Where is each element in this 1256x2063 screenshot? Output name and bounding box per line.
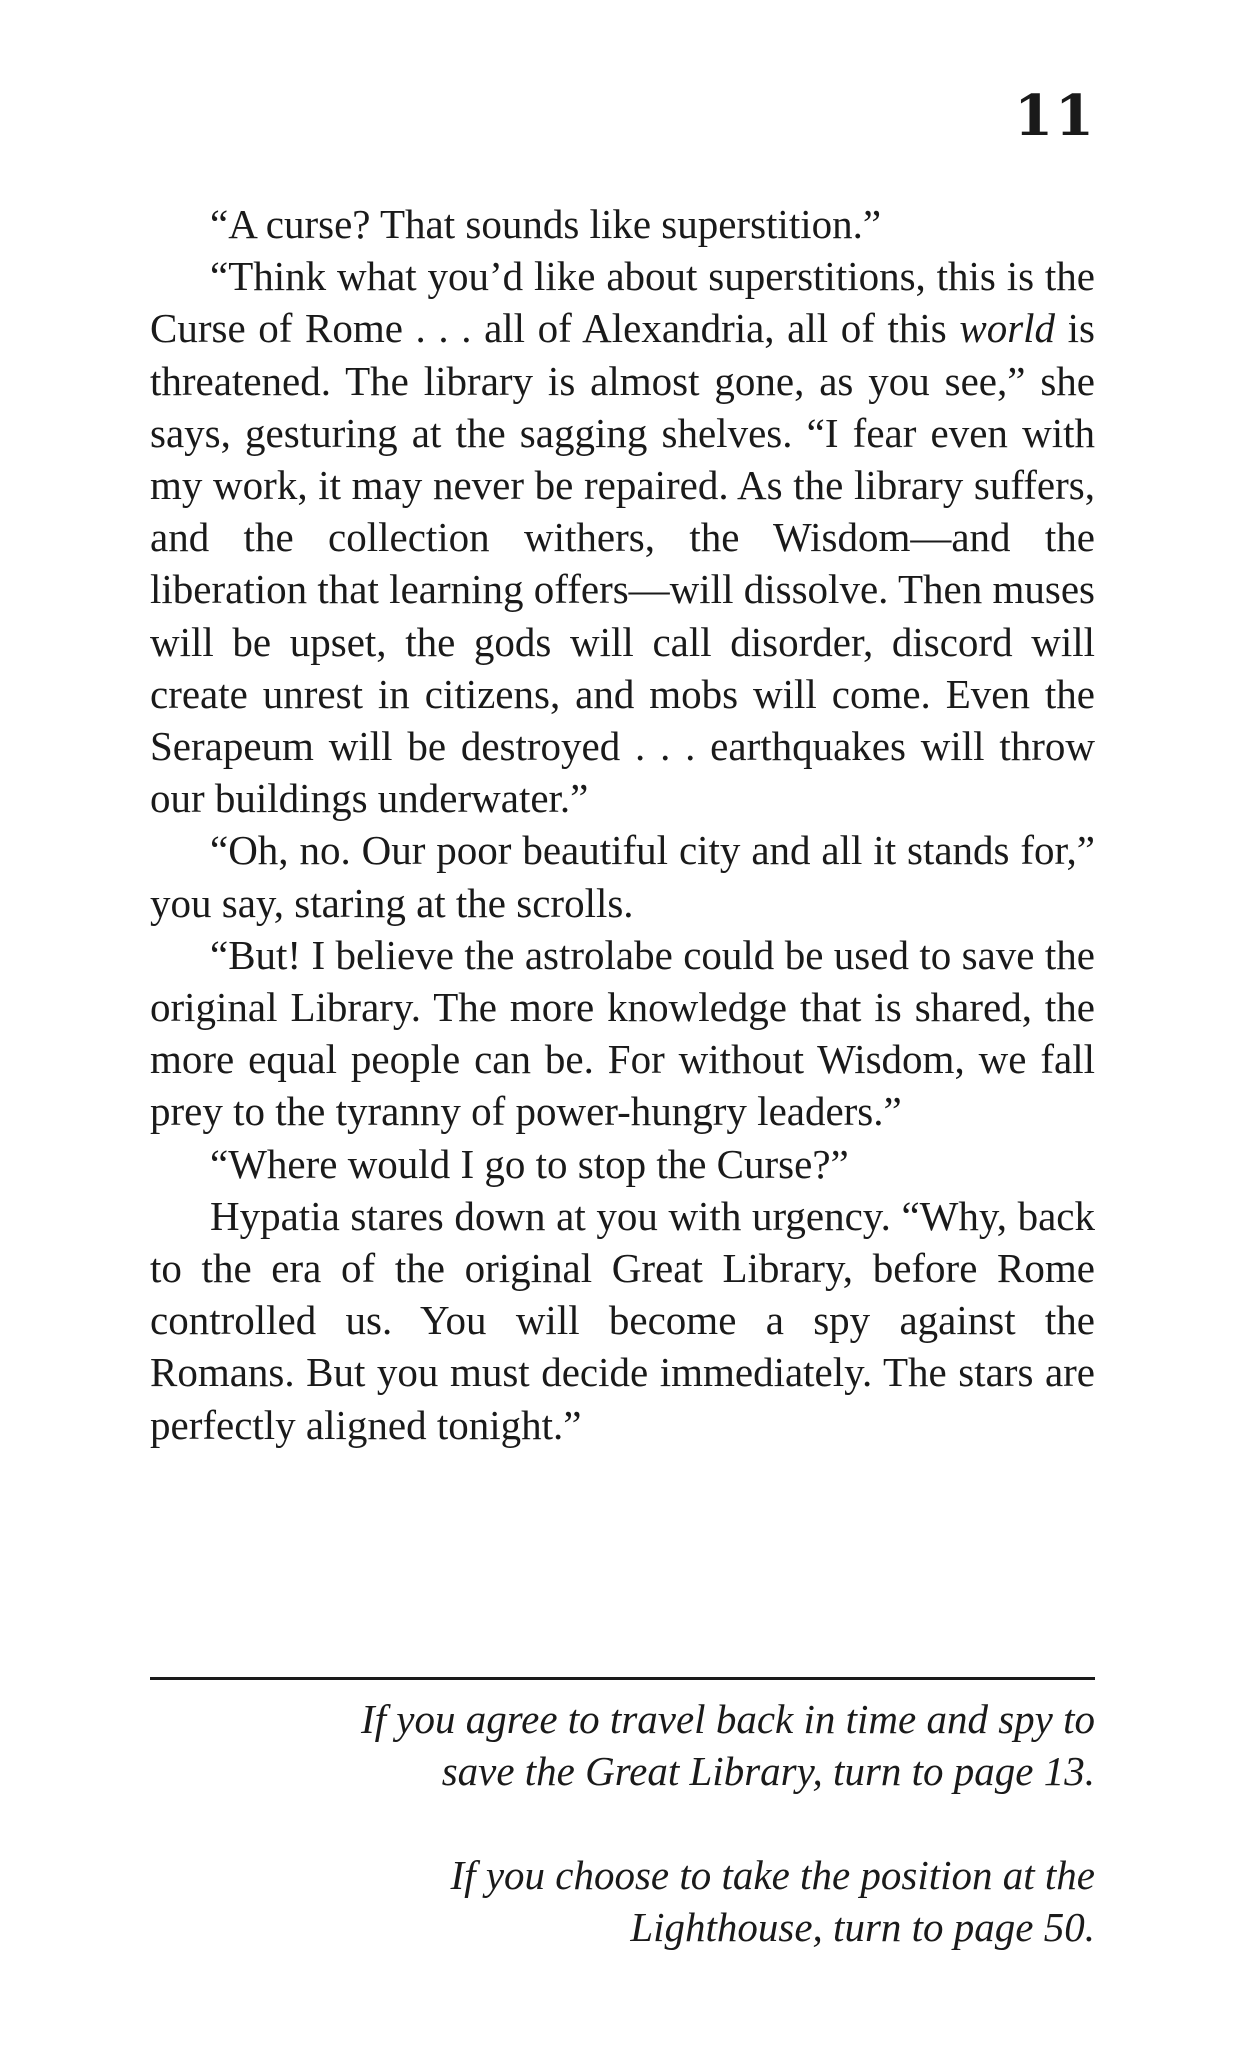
paragraph: “Where would I go to stop the Curse?” — [210, 1140, 849, 1187]
divider-rule — [150, 1677, 1095, 1680]
choice-line: If you agree to travel back in time and spy to — [360, 1696, 1095, 1742]
paragraph — [150, 250, 1095, 824]
choice-line: If you choose to take the position at the — [450, 1852, 1095, 1898]
paragraph-text: is threatened. The library is almost gone, as you see,” she says, gesturing at the sagging shelves. “I fear even with my work, it may never be repaired. As the library suffers, and the collection withers, the Wisdom—and the liberation that learning offers—will dissolve. Then muses will be upset, the gods will call disorder, discord will create unrest in citizens, and mobs will come. Even the Serapeum will be destroyed . . . earthquakes will throw our buildings underwater.” — [150, 305, 1095, 822]
choice-lighthouse — [150, 1849, 1095, 1953]
page-number: 11 — [1014, 83, 1096, 149]
paragraph: “Oh, no. Our poor beautiful city and all it stands for,” you say, staring at the scrolls. — [150, 827, 1095, 926]
choice-go-back-in-time — [150, 1693, 1095, 1797]
story-text — [150, 198, 1095, 1451]
paragraph: “But! I believe the astrolabe could be used to save the original Library. The more knowledge that is shared, the more equal people can be. For without Wisdom, we fall prey to the tyranny of power-hungry leaders.” — [150, 931, 1095, 1135]
choices — [150, 1693, 1095, 1953]
paragraph: Hypatia stares down at you with urgency. “Why, back to the era of the original Great Library, before Rome controlled us. You will become a spy against the Romans. But you must decide immediately. The stars are perfectly aligned tonight.” — [150, 1192, 1095, 1448]
choice-line: save the Great Library, turn to page 13. — [441, 1748, 1095, 1794]
choice-line: Lighthouse, turn to page 50. — [630, 1904, 1095, 1950]
paragraph-text: “Think what you’d like about superstitions, this is the Curse of Rome . . . all of Alexandria, all of this — [150, 253, 1095, 352]
paragraph: “A curse? That sounds like superstition.” — [210, 201, 882, 247]
emphasis-text: world — [959, 305, 1056, 352]
